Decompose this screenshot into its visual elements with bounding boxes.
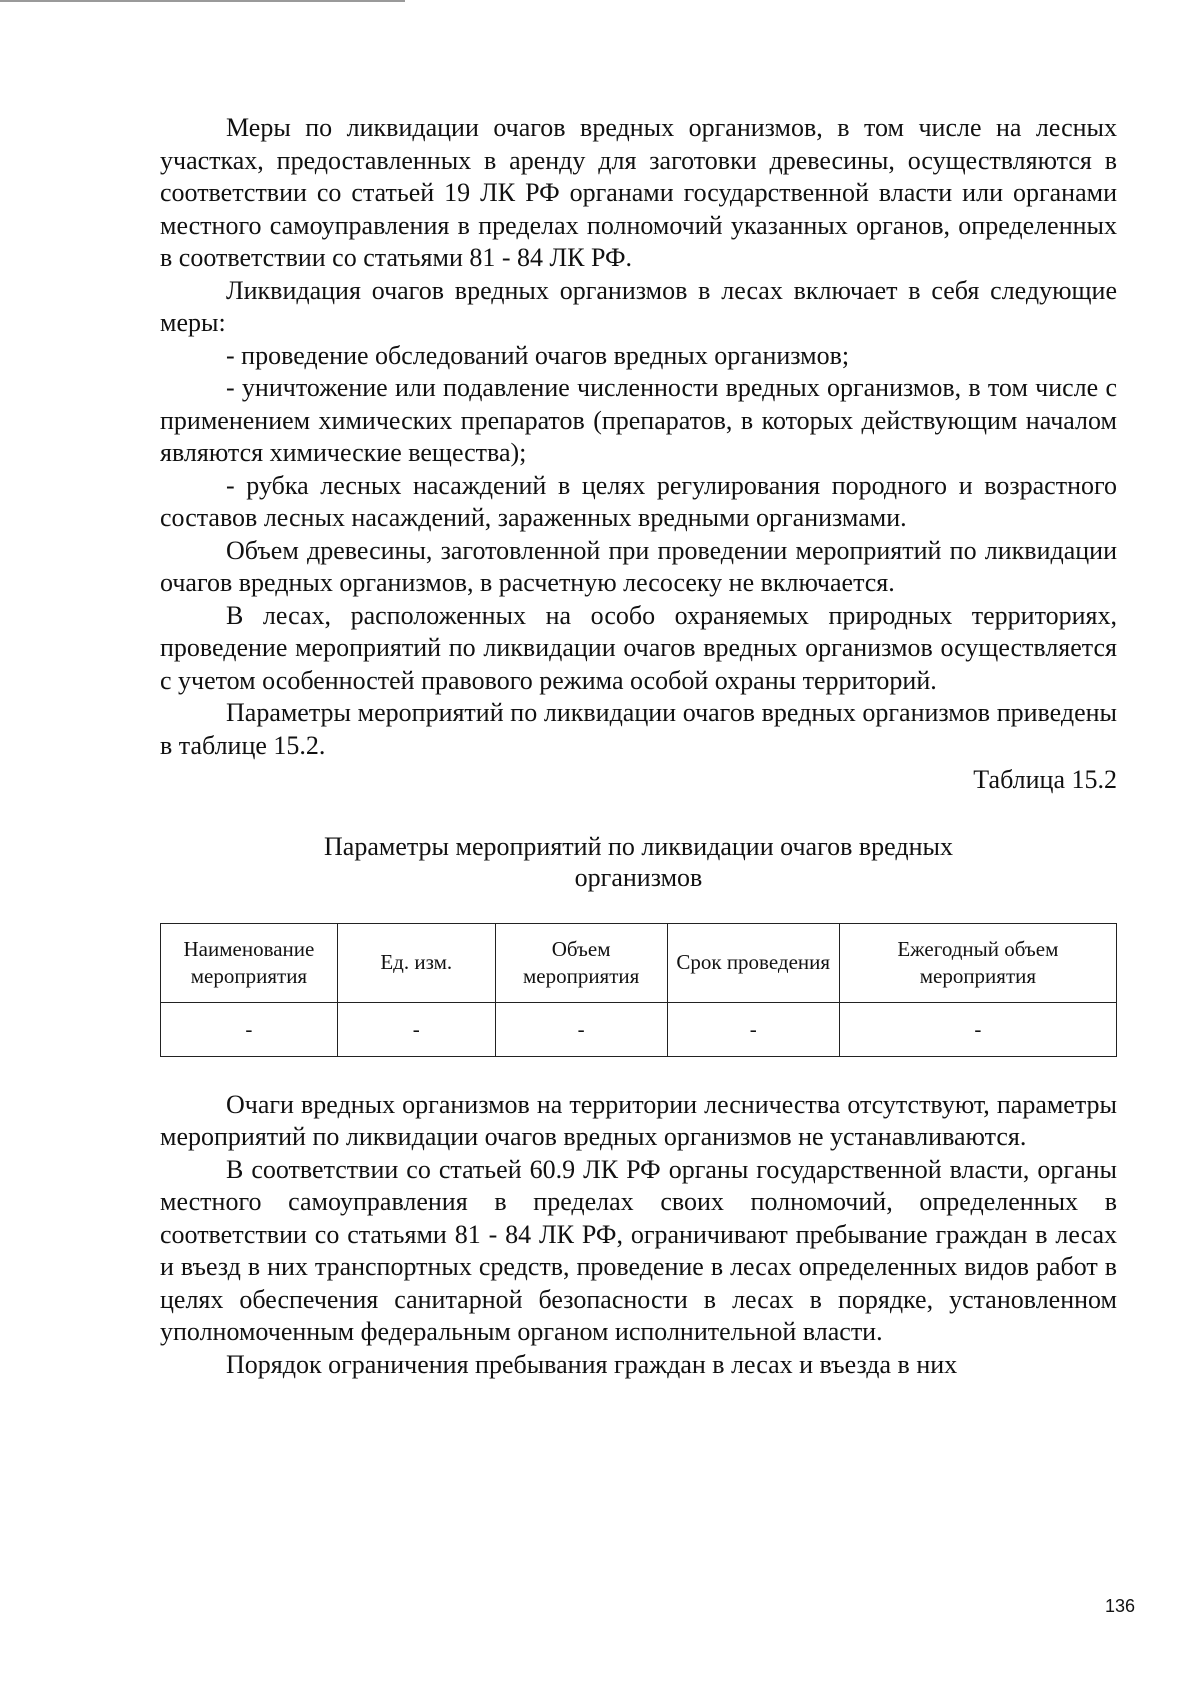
header-volume: Объем мероприятия bbox=[495, 923, 667, 1002]
cell-volume: - bbox=[495, 1002, 667, 1056]
table-caption-line1: Параметры мероприятий по ликвидации очагов вредных bbox=[324, 831, 953, 861]
header-term: Срок проведения bbox=[667, 923, 839, 1002]
table-row bbox=[161, 1002, 1117, 1056]
page-number: 136 bbox=[1105, 1596, 1136, 1616]
table-caption bbox=[160, 831, 1117, 893]
parameters-table bbox=[160, 923, 1117, 1057]
scan-edge-line bbox=[0, 0, 405, 2]
document-page bbox=[160, 112, 1117, 1381]
paragraph-no-foci: Очаги вредных организмов на территории лесничества отсутствуют, параметры мероприятий по ликвидации очагов вредных организмов не устанавливаются. bbox=[160, 1089, 1117, 1151]
header-name: Наименование мероприятия bbox=[161, 923, 338, 1002]
cell-unit: - bbox=[337, 1002, 495, 1056]
list-item-surveys: - проведение обследований очагов вредных организмов; bbox=[226, 340, 850, 370]
table-label: Таблица 15.2 bbox=[973, 765, 1117, 794]
paragraph-article-60-9: В соответствии со статьей 60.9 ЛК РФ органы государственной власти, органы местного самоуправления в пределах своих полномочий, определенных в соответствии со статьями 81 - 84 ЛК РФ, ограничивают пребывание граждан в лесах и въезд в них транспортных средств, проведение в лесах определенных видов работ в целях обеспечения санитарной безопасности в лесах в порядке, установленном уполномоченным федеральным органом исполнительной власти. bbox=[160, 1154, 1117, 1346]
list-item-felling: - рубка лесных насаждений в целях регулирования породного и возрастного составов лесных насаждений, зараженных вредными организмами. bbox=[160, 470, 1117, 532]
cell-term: - bbox=[667, 1002, 839, 1056]
paragraph-parameters-ref: Параметры мероприятий по ликвидации очагов вредных организмов приведены в таблице 15.2. bbox=[160, 698, 1117, 760]
cell-name: - bbox=[161, 1002, 338, 1056]
header-annual-volume: Ежегодный объем мероприятия bbox=[839, 923, 1116, 1002]
table-header-row bbox=[161, 923, 1117, 1002]
paragraph-liquidation-includes: Ликвидация очагов вредных организмов в лесах включает в себя следующие меры: bbox=[160, 275, 1117, 337]
cell-annual-volume: - bbox=[839, 1002, 1116, 1056]
header-unit: Ед. изм. bbox=[337, 923, 495, 1002]
list-item-destruction: - уничтожение или подавление численности вредных организмов, в том числе с применением химических препаратов (препаратов, в которых действующим началом являются химические вещества); bbox=[160, 373, 1117, 467]
paragraph-restriction-order: Порядок ограничения пребывания граждан в лесах и въезда в них bbox=[226, 1349, 958, 1379]
paragraph-wood-volume: Объем древесины, заготовленной при проведении мероприятий по ликвидации очагов вредных организмов, в расчетную лесосеку не включается. bbox=[160, 535, 1117, 597]
paragraph-protected-areas: В лесах, расположенных на особо охраняемых природных территориях, проведение мероприятий по ликвидации очагов вредных организмов осуществляется с учетом особенностей правового режима особой охраны территорий. bbox=[160, 600, 1117, 695]
paragraph-measures: Меры по ликвидации очагов вредных организмов, в том числе на лесных участках, предоставленных в аренду для заготовки древесины, осуществляются в соответствии со статьей 19 ЛК РФ органами государственной власти или органами местного самоуправления в пределах полномочий указанных органов, определенных в соответствии со статьями 81 - 84 ЛК РФ. bbox=[160, 113, 1117, 272]
table-caption-line2: организмов bbox=[574, 862, 703, 892]
